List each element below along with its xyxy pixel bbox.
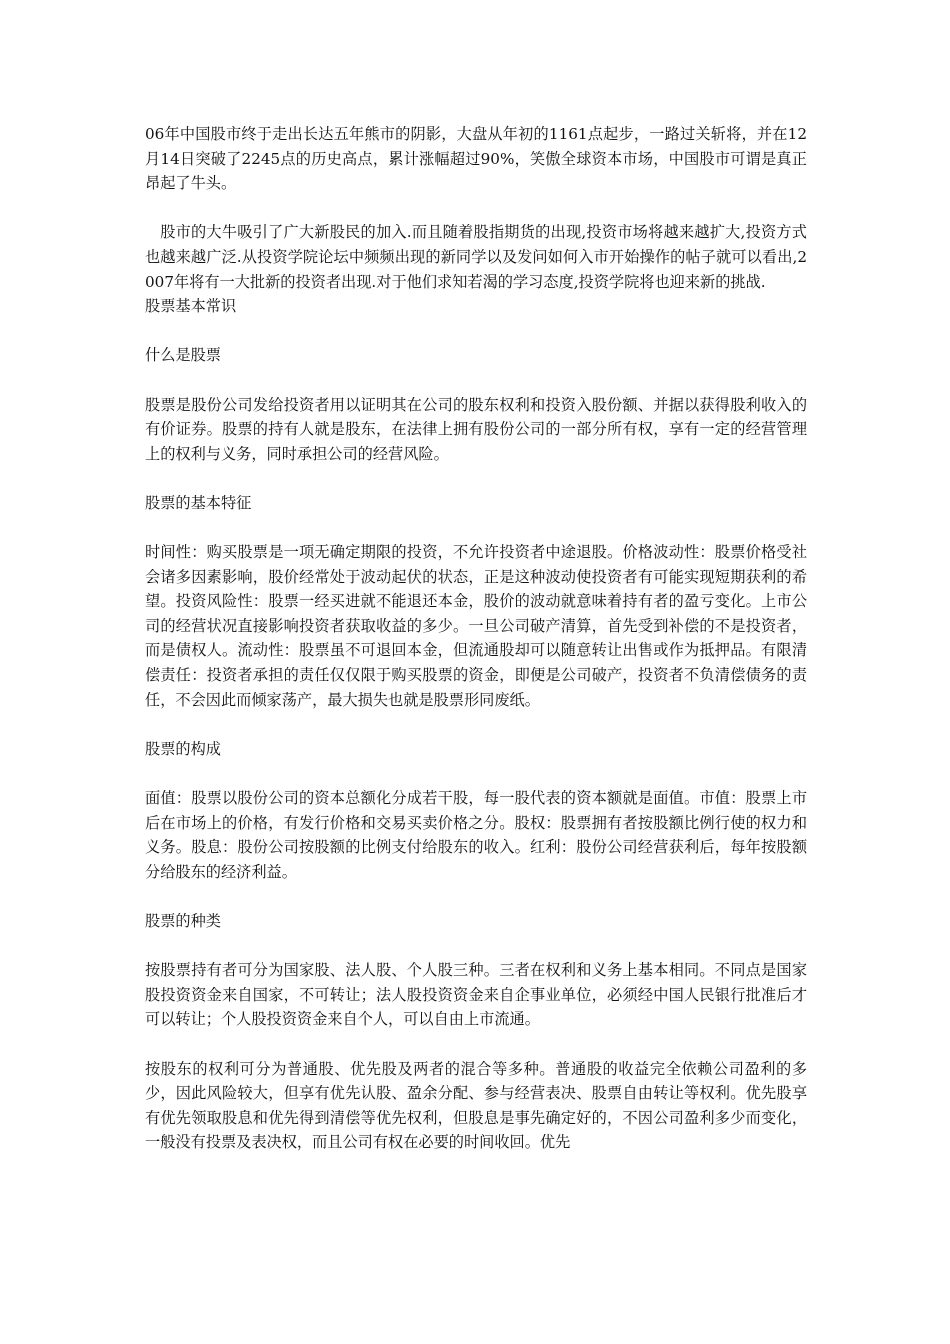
heading-types: 股票的种类 <box>145 912 221 930</box>
paragraph-spacer <box>145 712 807 737</box>
bull-market-paragraph: 股市的大牛吸引了广大新股民的加入.而且随着股指期货的出现,投资市场将越来越扩大,投资方式也越来越广泛.从投资学院论坛中频频出现的新同学以及发问如何入市开始操作的帖子就可以看出,2007年将有一大批新的投资者出现.对于他们求知若渴的学习态度,投资学院将也迎来新的挑战. <box>145 223 807 291</box>
paragraph-spacer <box>145 319 807 344</box>
heading-what-is-stock: 什么是股票 <box>145 346 221 365</box>
composition-paragraph: 面值：股票以股份公司的资本总额化分成若干股，每一股代表的资本额就是面值。市值：股票上市后在市场上的价格，有发行价格和交易买卖价格之分。股权：股票拥有者按股额比例行使的权力和义务。股息：股份公司按股额的比例支付给股东的收入。红利：股份公司经营获利后，每年按股额分给股东的经济利益。 <box>145 789 807 881</box>
paragraph-spacer <box>145 368 807 393</box>
section-title-basics: 股票基本常识 <box>145 297 237 316</box>
heading-composition: 股票的构成 <box>145 739 221 758</box>
intro-paragraph: 06年中国股市终于走出长达五年熊市的阴影，大盘从年初的1161点起步，一路过关斩将，并在12月14日突破了2245点的历史高点，累计涨幅超过90%，笑傲全球资本市场，中国股市可谓是真正昂起了牛头。 <box>145 125 807 193</box>
types-by-holder-paragraph: 按股票持有者可分为国家股、法人股、个人股三种。三者在权利和义务上基本相同。不同点是国家股投资资金来自国家，不可转让；法人股投资资金来自企事业单位，必须经中国人民银行批准后才可以转让；个人股投资资金来自个人，可以自由上市流通。 <box>145 961 807 1029</box>
paragraph-spacer <box>145 466 807 491</box>
definition-paragraph: 股票是股份公司发给投资者用以证明其在公司的股东权利和投资入股份额、并据以获得股利收入的有价证券。股票的持有人就是股东，在法律上拥有股份公司的一部分所有权，享有一定的经营管理上的权利与义务，同时承担公司的经营风险。 <box>145 395 807 463</box>
types-by-rights-paragraph: 按股东的权利可分为普通股、优先股及两者的混合等多种。普通股的收益完全依赖公司盈利的多少，因此风险较大，但享有优先认股、盈余分配、参与经营表决、股票自由转让等权利。优先股享有优先领取股息和优先得到清偿等优先权利，但股息是事先确定好的，不因公司盈利多少而变化，一般没有投票及表决权，而且公司有权在必要的时间收回。优先 <box>145 1059 807 1152</box>
paragraph-spacer <box>145 934 807 959</box>
paragraph-spacer <box>145 761 807 786</box>
paragraph-spacer <box>145 884 807 909</box>
features-paragraph: 时间性：购买股票是一项无确定期限的投资，不允许投资者中途退股。价格波动性：股票价格受社会诸多因素影响，股价经常处于波动起伏的状态，正是这种波动使投资者有可能实现短期获利的希望。投资风险性：股票一经买进就不能退还本金，股价的波动就意味着持有者的盈亏变化。上市公司的经营状况直接影响投资者获取收益的多少。一旦公司破产清算，首先受到补偿的不是投资者，而是债权人。流动性：股票虽不可退回本金，但流通股却可以随意转让出售或作为抵押品。有限清偿责任：投资者承担的责任仅仅限于购买股票的资金，即便是公司破产，投资者不负清偿债务的责任，不会因此而倾家荡产，最大损失也就是股票形同废纸。 <box>145 543 807 709</box>
document-body <box>145 122 807 1155</box>
paragraph-spacer <box>145 1032 807 1057</box>
paragraph-spacer <box>145 196 807 221</box>
heading-features: 股票的基本特征 <box>145 493 252 512</box>
paragraph-spacer <box>145 516 807 541</box>
